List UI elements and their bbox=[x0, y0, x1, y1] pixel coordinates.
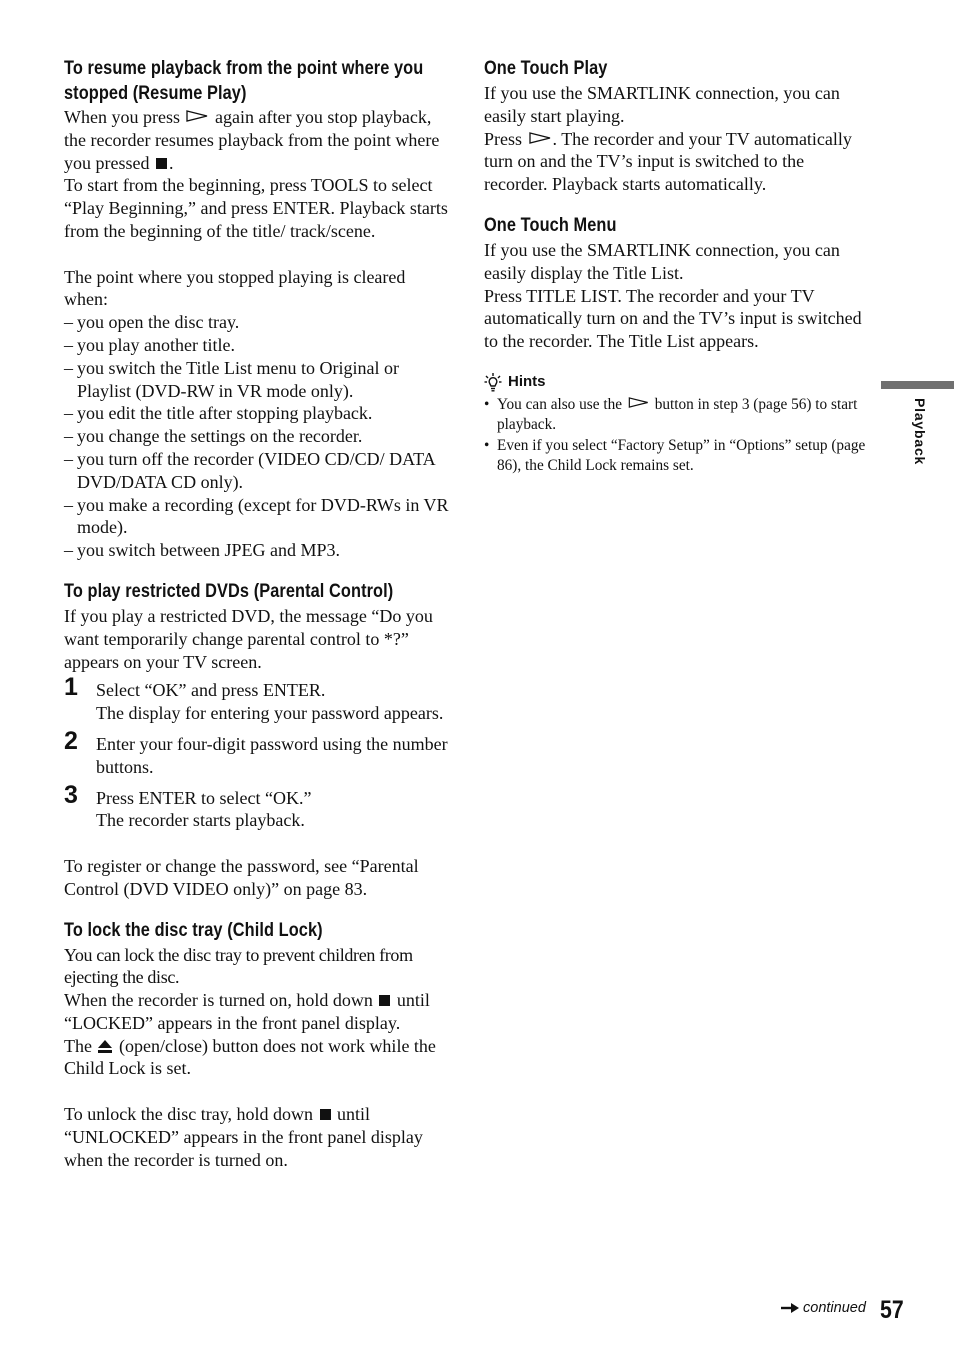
step-1 bbox=[64, 673, 449, 725]
otp-p2-text-a: Press bbox=[484, 128, 523, 149]
parental-control-section bbox=[64, 579, 449, 901]
resume-p1-text-c: . bbox=[168, 152, 174, 173]
stop-button-icon bbox=[320, 1109, 331, 1120]
side-tab-bar bbox=[881, 381, 954, 389]
list-item: – you make a recording (except for DVD-RWs in VR mode). bbox=[64, 494, 449, 540]
step-result: The display for entering your password appears. bbox=[96, 703, 444, 724]
resume-p1-text-a: When you press bbox=[64, 107, 180, 127]
step-number: 2 bbox=[64, 726, 78, 755]
eject-icon bbox=[97, 1039, 113, 1053]
play-button-icon bbox=[628, 397, 649, 408]
step-2 bbox=[64, 726, 449, 779]
child-lock-paragraph-4 bbox=[64, 1103, 449, 1171]
hint-item: • Even if you select “Factory Setup” in “Options” setup (page 86), the Child Lock remains set. bbox=[484, 436, 869, 477]
one-touch-menu-paragraph-2: Press TITLE LIST. The recorder and your TV automatically turn on and the TV’s input is switched to the recorder. The Title List appears. bbox=[484, 285, 862, 352]
child-lock-p4-text-a: To unlock the disc tray, hold down bbox=[64, 1104, 314, 1125]
list-item: – you change the settings on the recorder. bbox=[64, 425, 449, 448]
resume-paragraph-3: The point where you stopped playing is cleared when: bbox=[64, 266, 406, 310]
hint-1-text-a: You can also use the bbox=[497, 395, 623, 413]
hints-list bbox=[484, 395, 869, 477]
resume-heading-line1: To resume playback from the point where you bbox=[64, 58, 424, 79]
arrow-right-icon bbox=[780, 1302, 800, 1314]
one-touch-play-section bbox=[484, 56, 869, 196]
step-result: The recorder starts playback. bbox=[96, 810, 305, 831]
right-column bbox=[484, 56, 869, 477]
hint-item bbox=[484, 395, 869, 436]
otp-p2-text-b: . The recorder and your TV automatically turn on and the TV’s input is switched to the recorder. Playback starts automatically. bbox=[484, 128, 852, 195]
one-touch-play-paragraph-2 bbox=[484, 128, 869, 196]
list-item: – you play another title. bbox=[64, 334, 449, 357]
child-lock-heading: To lock the disc tray (Child Lock) bbox=[64, 919, 323, 941]
left-column bbox=[64, 56, 449, 1171]
parental-control-heading: To play restricted DVDs (Parental Control) bbox=[64, 580, 394, 602]
step-number: 1 bbox=[64, 673, 78, 702]
resume-clear-conditions-list bbox=[64, 311, 449, 562]
resume-heading-line2: stopped (Resume Play) bbox=[64, 83, 247, 104]
child-lock-section bbox=[64, 918, 449, 1172]
step-text: Press ENTER to select “OK.” bbox=[96, 787, 312, 808]
play-button-icon bbox=[186, 110, 208, 122]
parental-intro: If you play a restricted DVD, the message “Do you want temporarily change parental control to *?” appears on your TV screen. bbox=[64, 605, 433, 672]
parental-outro: To register or change the password, see “Parental Control (DVD VIDEO only)” on page 83. bbox=[64, 855, 419, 899]
hint-1-text-b: button in step 3 (page 56) to start playback. bbox=[497, 395, 858, 434]
stop-button-icon bbox=[156, 158, 167, 169]
step-text: Select “OK” and press ENTER. bbox=[96, 680, 326, 701]
one-touch-menu-paragraph-1: If you use the SMARTLINK connection, you can easily display the Title List. bbox=[484, 239, 840, 283]
one-touch-play-paragraph-1: If you use the SMARTLINK connection, you can easily start playing. bbox=[484, 83, 840, 126]
page-number: 57 bbox=[880, 1296, 904, 1324]
resume-paragraph-2: To start from the beginning, press TOOLS to select “Play Beginning,” and press ENTER. Playback starts from the beginning of the title/ track/scene. bbox=[64, 175, 448, 241]
one-touch-play-heading: One Touch Play bbox=[484, 58, 608, 79]
lightbulb-icon bbox=[484, 372, 502, 392]
hints-label: Hints bbox=[508, 372, 546, 390]
child-lock-paragraph-1: You can lock the disc tray to prevent children from ejecting the disc. bbox=[64, 944, 413, 988]
child-lock-paragraph-2 bbox=[64, 989, 449, 1035]
child-lock-p4-text-b: until “UNLOCKED” appears in the front panel display when the recorder is turned on. bbox=[64, 1104, 423, 1170]
one-touch-menu-heading: One Touch Menu bbox=[484, 214, 617, 236]
child-lock-p3-text-a: The bbox=[64, 1035, 92, 1056]
step-3 bbox=[64, 780, 449, 833]
side-tab-label: Playback bbox=[912, 398, 928, 466]
resume-paragraph-1 bbox=[64, 106, 449, 174]
child-lock-p2-text-a: When the recorder is turned on, hold down bbox=[64, 990, 373, 1011]
child-lock-p3-text-b: (open/close) button does not work while the Child Lock is set. bbox=[64, 1035, 436, 1079]
list-item: – you open the disc tray. bbox=[64, 311, 449, 334]
continued-indicator bbox=[780, 1300, 866, 1316]
list-item: – you switch the Title List menu to Original or Playlist (DVD-RW in VR mode only). bbox=[64, 357, 449, 403]
list-item: – you turn off the recorder (VIDEO CD/CD/ DATA DVD/DATA CD only). bbox=[64, 448, 449, 494]
continued-label: continued bbox=[803, 1300, 866, 1316]
list-item: – you edit the title after stopping playback. bbox=[64, 402, 449, 425]
step-text: Enter your four-digit password using the number buttons. bbox=[96, 733, 448, 777]
resume-play-heading bbox=[64, 56, 448, 106]
play-button-icon bbox=[529, 132, 551, 144]
child-lock-p2-text-b: until “LOCKED” appears in the front panel display. bbox=[64, 990, 430, 1033]
step-number: 3 bbox=[64, 780, 78, 809]
stop-button-icon bbox=[379, 995, 390, 1006]
resume-p1-text-b: again after you stop playback, the recorder resumes playback from the point where you pressed bbox=[64, 107, 440, 173]
one-touch-menu-section bbox=[484, 213, 869, 353]
hints-section bbox=[484, 371, 869, 477]
child-lock-paragraph-3 bbox=[64, 1035, 449, 1081]
hints-heading bbox=[484, 371, 869, 393]
resume-play-section bbox=[64, 56, 449, 562]
list-item: – you switch between JPEG and MP3. bbox=[64, 539, 449, 562]
